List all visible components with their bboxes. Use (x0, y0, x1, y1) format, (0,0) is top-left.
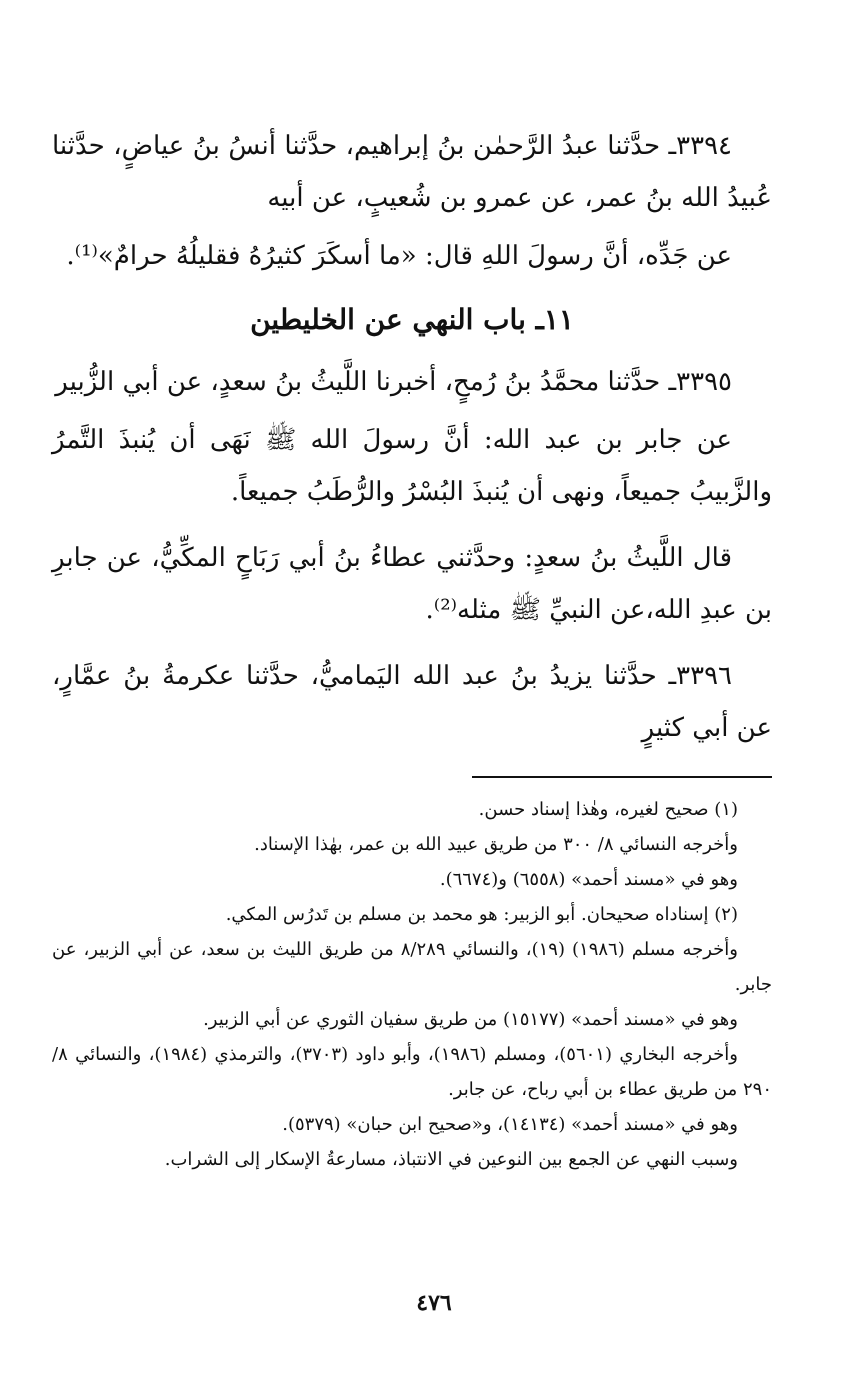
footnote-line: (١) صحيح لغيره، وهٰذا إسناد حسن. (478, 799, 738, 820)
footnote-line: وهو في «مسند أحمد» (١٤١٣٤)، و«صحيح ابن حبان» (٥٣٧٩). (282, 1114, 738, 1135)
footnote-line: وسبب النهي عن الجمع بين النوعين في الانتباذ، مسارعةُ الإسكار إلى الشراب. (164, 1149, 738, 1170)
hadith-3395: ٣٣٩٥ـ حدَّثنا محمَّدُ بنُ رُمحٍ، أخبرنا اللَّيثُ بنُ سعدٍ، عن أبي الزُّبير (55, 367, 732, 397)
hadith-3394: ٣٣٩٤ـ حدَّثنا عبدُ الرَّحمٰن بنُ إبراهيم، حدَّثنا أنسُ بنُ عياضٍ، حدَّثنا عُبيدُ الله بنُ عمر، عن عمرو بن شُعيبٍ، عن أبيه (52, 131, 772, 213)
hadith-3395-second-chain: قال اللَّيثُ بنُ سعدٍ: وحدَّثني عطاءُ بنُ أبي رَبَاحٍ المكِّيُّ، عن جابرِ بن عبدِ الله،عن النبيِّ ﷺ مثله⁽²⁾. (52, 543, 772, 625)
footnote-line: وأخرجه النسائي ٨/ ٣٠٠ من طريق عبيد الله بن عمر، بهٰذا الإسناد. (254, 834, 738, 855)
main-text (52, 120, 772, 754)
hadith-3394-matn: عن جَدِّه، أنَّ رسولَ اللهِ قال: «ما أسكَرَ كثيرُهُ فقليلُهُ حرامٌ»⁽¹⁾. (66, 241, 732, 271)
hadith-3396: ٣٣٩٦ـ حدَّثنا يزيدُ بنُ عبد الله اليَماميُّ، حدَّثنا عكرمةُ بنُ عمَّارٍ، عن أبي كثيرٍ (52, 661, 772, 743)
page-body (52, 120, 772, 1177)
hadith-3395-matn: عن جابر بن عبد الله: أنَّ رسولَ الله ﷺ نَهَى أن يُنبذَ التَّمرُ والزَّبيبُ جميعاً، ونهى أن يُنبذَ البُسْرُ والرُّطَبُ جميعاً. (52, 425, 772, 507)
footnote-separator (472, 776, 772, 778)
page-number: ٤٧٦ (416, 1290, 452, 1316)
footnote-line: وهو في «مسند أحمد» (١٥١٧٧) من طريق سفيان الثوري عن أبي الزبير. (203, 1009, 738, 1030)
footnote-line: وأخرجه مسلم (١٩٨٦) (١٩)، والنسائي ٨/٢٨٩ من طريق الليث بن سعد، عن أبي الزبير، عن جابر. (52, 939, 772, 995)
footnote-line: (٢) إسناداه صحيحان. أبو الزبير: هو محمد بن مسلم بن تَدرُس المكي. (225, 904, 738, 925)
footnotes (52, 792, 772, 1177)
footnote-line: وأخرجه البخاري (٥٦٠١)، ومسلم (١٩٨٦)، وأبو داود (٣٧٠٣)، والترمذي (١٩٨٤)، والنسائي ٨/ ٢٩٠ من طريق عطاء بن أبي رباح، عن جابر. (52, 1044, 772, 1100)
chapter-heading: ١١ـ باب النهي عن الخليطين (250, 303, 574, 336)
footnote-line: وهو في «مسند أحمد» (٦٥٥٨) و(٦٦٧٤). (439, 869, 738, 890)
